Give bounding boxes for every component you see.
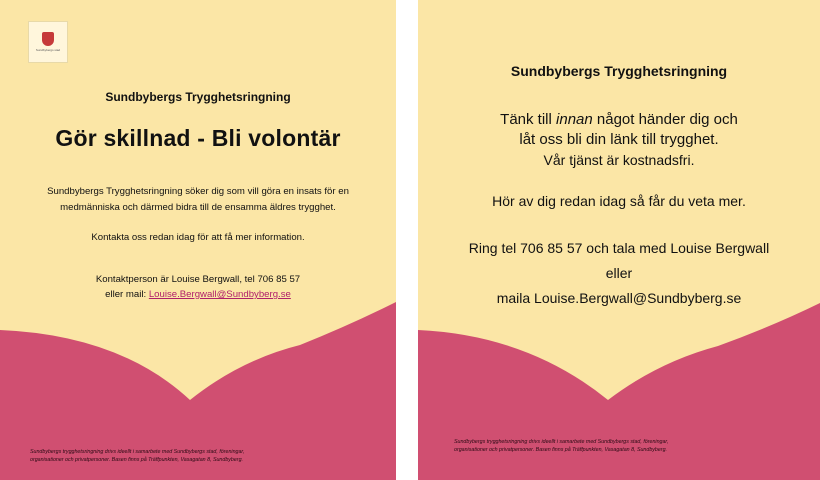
call-line-2: eller xyxy=(605,265,633,281)
flyer-page-right xyxy=(418,0,820,480)
message-line-1: Tänk till innan något händer dig och xyxy=(500,111,738,128)
contact-text: Hör av dig redan idag så får du veta mer. xyxy=(492,193,746,209)
footer-line-1: Sundbybergs trygghetsringning drivs ideellt i samarbete med Sundbybergs stad, föreningar, xyxy=(30,449,245,455)
message-text xyxy=(418,110,820,170)
message-line-2: låt oss bli din länk till trygghet. xyxy=(519,131,719,148)
page-title: Sundbybergs Trygghetsringning xyxy=(510,63,728,79)
email-link[interactable]: Louise.Bergwall@Sundbyberg.se xyxy=(148,289,291,300)
footer-text xyxy=(30,448,376,464)
footer-line-2: organisationer och privatpersoner. Basen finns på Träffpunkten, Vasagatan 8, Sundbyberg. xyxy=(454,447,667,453)
footer-line-1: Sundbybergs trygghetsringning drivs ideellt i samarbete med Sundbybergs stad, föreningar, xyxy=(454,439,669,445)
footer-line-2: organisationer och privatpersoner. Basen finns på Träffpunkten, Vasagatan 8, Sundbyberg. xyxy=(30,457,243,463)
footer-text xyxy=(454,438,800,454)
intro-text xyxy=(0,184,396,216)
contact-person xyxy=(0,272,396,302)
call-line-3: maila Louise.Bergwall@Sundbyberg.se xyxy=(496,290,742,306)
volunteer-heading: Gör skillnad - Bli volontär xyxy=(55,125,341,151)
call-line-1: Ring tel 706 85 57 och tala med Louise Bergwall xyxy=(468,240,770,256)
intro-line-1: Sundbybergs Trygghetsringning söker dig som vill göra en insats för en xyxy=(47,186,349,197)
contact-person-line: Kontaktperson är Louise Bergwall, tel 706 85 57 xyxy=(95,274,301,285)
flyer-page-left xyxy=(0,0,396,480)
call-info xyxy=(418,236,820,311)
intro-line-2: medmänniska och därmed bidra till de ensamma äldres trygghet. xyxy=(60,202,336,213)
message-line-3: Vår tjänst är kostnadsfri. xyxy=(543,152,695,168)
mail-prefix: eller mail: xyxy=(105,289,149,300)
contact-text: Kontakta oss redan idag för att få mer information. xyxy=(91,232,305,243)
sundbyberg-crest-icon: Sundbybergs stad xyxy=(28,21,68,63)
page-title: Sundbybergs Trygghetsringning xyxy=(105,90,291,104)
